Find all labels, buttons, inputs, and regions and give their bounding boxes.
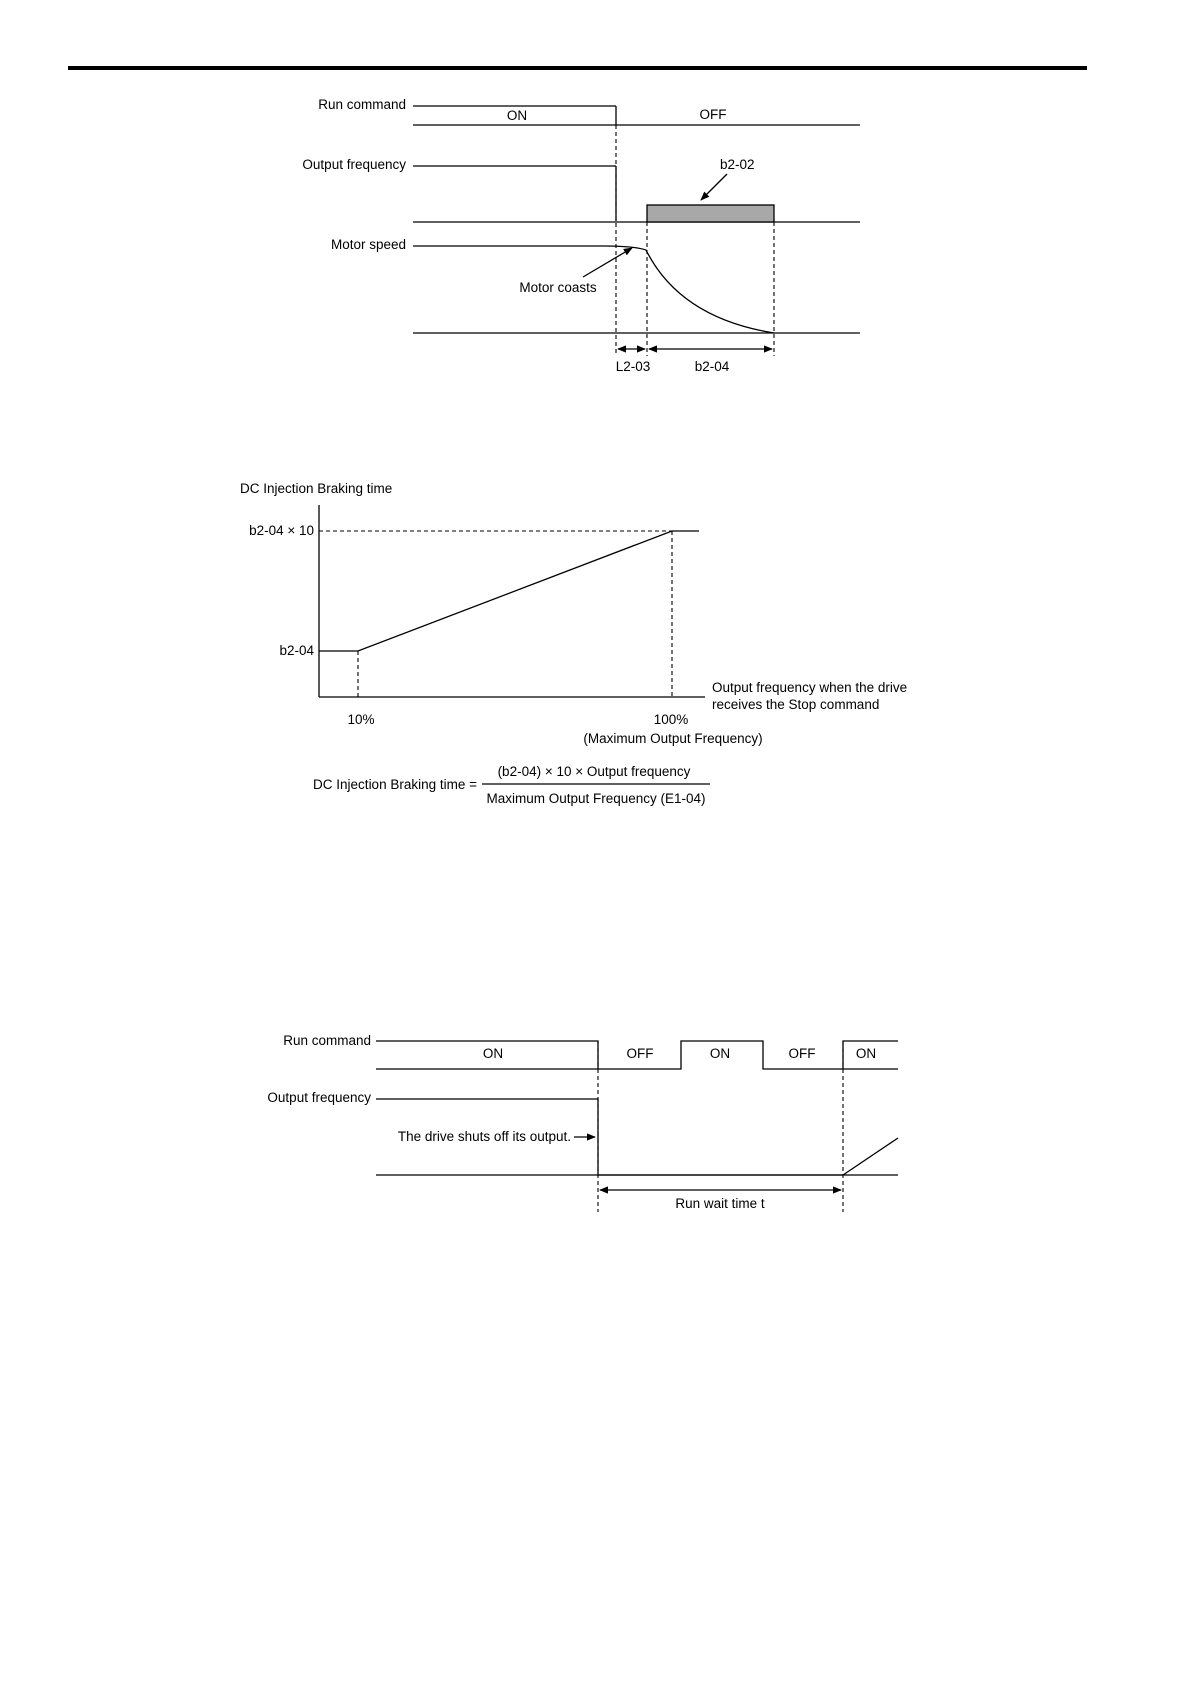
- d3-run-command-label: Run command: [283, 1033, 371, 1048]
- d1-off-label: OFF: [699, 107, 727, 122]
- d3-output-frequency-label: Output frequency: [267, 1090, 371, 1105]
- braking-time-graph: [240, 481, 907, 806]
- d1-b2-02-label: b2-02: [720, 157, 755, 172]
- d3-segment-5: ON: [855, 1046, 877, 1061]
- d1-on-label: ON: [506, 108, 528, 123]
- d1-motor-coasts-pointer: [583, 248, 632, 277]
- timing-diagram-run-wait: [267, 1033, 898, 1212]
- d1-output-frequency-label: Output frequency: [302, 157, 406, 172]
- d1-motor-speed-label: Motor speed: [330, 237, 406, 252]
- d2-x-axis-label-line1: Output frequency when the drive: [712, 680, 908, 695]
- d2-formula-numerator: (b2-04) × 10 × Output frequency: [497, 764, 691, 779]
- d1-b2-04-label: b2-04: [694, 359, 730, 374]
- d3-segment-3: ON: [709, 1046, 731, 1061]
- d2-formula-lhs: DC Injection Braking time =: [313, 777, 477, 792]
- d1-b2-02-pointer: [701, 174, 727, 200]
- d2-x-tick-100-note: (Maximum Output Frequency): [583, 731, 763, 746]
- d2-formula-denominator: Maximum Output Frequency (E1-04): [486, 791, 706, 806]
- d3-run-wait-label: Run wait time t: [675, 1196, 765, 1211]
- d2-y-tick-bottom: b2-04: [279, 643, 314, 658]
- d2-y-axis-title: DC Injection Braking time: [240, 481, 393, 496]
- d2-x-tick-10: 10%: [347, 712, 375, 727]
- d1-motor-coasts-label: Motor coasts: [519, 280, 597, 295]
- d1-l2-03-label: L2-03: [615, 359, 651, 374]
- d2-y-tick-top: b2-04 × 10: [249, 523, 314, 538]
- d1-run-command-label: Run command: [318, 97, 406, 112]
- d2-braking-time-line: [319, 531, 699, 651]
- d3-segment-1: ON: [482, 1046, 504, 1061]
- d2-x-tick-100: 100%: [653, 712, 689, 727]
- d3-shutoff-label: The drive shuts off its output.: [397, 1129, 571, 1144]
- d3-segment-4: OFF: [788, 1046, 816, 1061]
- timing-diagram-dc-injection: [302, 97, 860, 374]
- d3-segment-2: OFF: [626, 1046, 654, 1061]
- d2-x-axis-label-line2: receives the Stop command: [712, 697, 880, 712]
- d1-dc-braking-block: [647, 205, 774, 222]
